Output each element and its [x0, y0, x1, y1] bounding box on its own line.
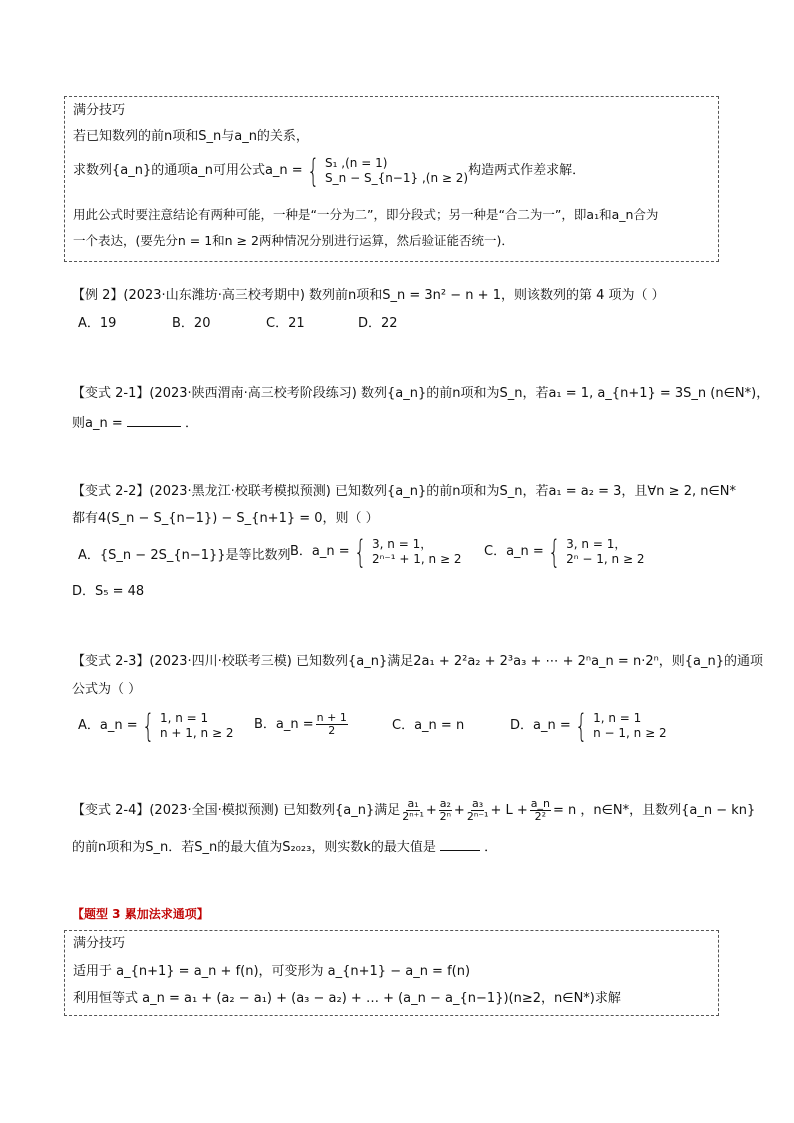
variant-2-2-stem: 【变式 2-2】(2023·黑龙江·校联考模拟预测) 已知数列{a_n}的前n项和为S_n，若a₁ = a₂ = 3，且∀n ≥ 2, n∈N* [72, 484, 737, 499]
fraction-denominator: 2 [328, 724, 336, 737]
tip-box-1-line3: 用此公式时要注意结论有两种可能，一种是“一分为二”，即分段式；另一种是“合二为一”，即a₁和a_n合为 [73, 207, 659, 222]
fraction-1 [402, 798, 424, 823]
variant-2-4-line2 [72, 838, 497, 856]
tip-box-1-line2 [73, 152, 586, 190]
formula-cases [325, 156, 468, 186]
plus-sign: + [425, 802, 437, 818]
variant-2-4-prefix: 【变式 2-4】(2023·全国·模拟预测) 已知数列{a_n}满足 [72, 802, 401, 818]
variant-2-3-line2: 公式为（ ） [72, 682, 142, 697]
example-2-option-a: A．19 [78, 316, 117, 331]
fraction-3-num: a₃ [472, 797, 484, 810]
variant-2-1-line2-text: 则a_n = [72, 416, 123, 431]
tip-box-2-title: 满分技巧 [73, 936, 126, 951]
left-brace: { [141, 707, 154, 745]
answer-blank[interactable] [127, 414, 181, 427]
variant-2-4-suffix: = n ，n∈N*，且数列{a_n − kn} [552, 802, 756, 818]
option-d-case-1: 1, n = 1 [593, 711, 642, 725]
left-brace: { [306, 152, 319, 190]
variant-2-2-option-b [290, 533, 462, 571]
option-a-cases [138, 707, 234, 745]
option-b-case-1: 3, n = 1， [372, 537, 433, 551]
tip-box-2 [64, 930, 719, 1016]
left-brace: { [353, 533, 366, 571]
option-c-case-2: 2ⁿ − 1, n ≥ 2 [566, 552, 645, 566]
tip-box-1-line2-suffix: 构造两式作差求解． [468, 163, 586, 178]
variant-2-2-option-d: D．S₅ = 48 [72, 584, 145, 599]
tip-box-1 [64, 96, 719, 262]
variant-2-4-line2-text: 的前n项和为S_n．若S_n的最大值为S₂₀₂₃，则实数k的最大值是 [72, 840, 436, 855]
type-3-title: 【题型 3 累加法求通项】 [72, 907, 209, 921]
tip-box-1-title: 满分技巧 [73, 103, 126, 118]
option-a-case-2: n + 1, n ≥ 2 [159, 726, 234, 740]
variant-2-3-option-a [78, 707, 234, 745]
example-2-option-c: C．21 [266, 316, 305, 331]
fraction-3-den: 2ⁿ⁻¹ [466, 810, 489, 823]
formula-case-2: S_n − S_{n−1} ,(n ≥ 2) [325, 171, 469, 185]
plus-sign: + [453, 802, 465, 818]
option-b-cases [350, 533, 462, 571]
variant-2-1-end: ． [185, 416, 199, 431]
variant-2-4-end: ． [484, 840, 498, 855]
tip-box-1-line2-prefix: 求数列{a_n}的通项a_n可用公式a_n = [73, 163, 303, 178]
option-b-case-2: 2ⁿ⁻¹ + 1, n ≥ 2 [372, 552, 462, 566]
tip-box-1-line1: 若已知数列的前n项和S_n与a_n的关系， [73, 129, 309, 144]
left-brace: { [547, 533, 561, 571]
option-c-prefix: C．a_n = [484, 544, 544, 559]
option-b-prefix: B．a_n = [254, 716, 314, 732]
variant-2-4-mid: + L + [490, 802, 528, 818]
option-a-prefix: A．a_n = [78, 718, 138, 733]
variant-2-3-option-d [510, 707, 667, 745]
variant-2-2-line2: 都有4(S_n − S_{n−1}) − S_{n+1} = 0，则（ ） [72, 511, 379, 526]
option-b-prefix: B．a_n = [290, 544, 350, 559]
fraction-2-num: a₂ [439, 797, 451, 810]
fraction-4-num: a_n [530, 797, 550, 810]
example-2-option-b: B．20 [172, 316, 211, 331]
variant-2-2-option-a: A．{S_n − 2S_{n−1}}是等比数列 [78, 548, 291, 563]
fraction-1-den: 2ⁿ⁺¹ [402, 810, 424, 823]
variant-2-1-stem: 【变式 2-1】(2023·陕西渭南·高三校考阶段练习) 数列{a_n}的前n项和为S_n，若a₁ = 1, a_{n+1} = 3S_n (n∈N*)， [72, 386, 770, 401]
fraction-1-num: a₁ [407, 797, 419, 810]
example-2-option-d: D．22 [358, 316, 398, 331]
tip-box-2-line1: 适用于 a_{n+1} = a_n + f(n)，可变形为 a_{n+1} − a_n = f(n) [73, 964, 471, 979]
option-b-fraction [316, 712, 348, 737]
variant-2-2-option-c [484, 533, 645, 571]
variant-2-3-option-b [254, 712, 350, 737]
left-brace: { [574, 707, 588, 745]
variant-2-3-stem: 【变式 2-3】(2023·四川·校联考三模) 已知数列{a_n}满足2a₁ + 2²a₂ + 2³a₃ + ⋯ + 2ⁿa_n = n·2ⁿ，则{a_n}的通项 [72, 654, 764, 669]
tip-box-2-line2: 利用恒等式 a_n = a₁ + (a₂ − a₁) + (a₃ − a₂) + … + (a_n − a_{n−1})(n≥2，n∈N*)求解 [73, 991, 621, 1006]
formula-case-1: S₁ ,(n = 1) [325, 156, 388, 170]
answer-blank[interactable] [440, 838, 480, 851]
option-d-case-2: n − 1, n ≥ 2 [593, 726, 667, 740]
option-d-cases [571, 707, 667, 745]
piecewise-formula [303, 152, 469, 190]
fraction-4-den: 2² [534, 810, 547, 823]
tip-box-1-line4: 一个表达，(要先分n = 1和n ≥ 2两种情况分别进行运算，然后验证能否统一)． [73, 233, 514, 248]
fraction-4 [530, 798, 551, 823]
example-2-stem: 【例 2】(2023·山东潍坊·高三校考期中) 数列前n项和S_n = 3n² − n + 1，则该数列的第 4 项为（ ） [72, 288, 665, 303]
fraction-2-den: 2ⁿ [439, 810, 452, 823]
option-d-prefix: D．a_n = [510, 718, 571, 733]
variant-2-3-option-c: C．a_n = n [392, 718, 465, 733]
option-c-cases [544, 533, 645, 571]
fraction-numerator: n + 1 [316, 711, 347, 724]
fraction-2 [439, 798, 452, 823]
option-c-case-1: 3, n = 1， [566, 537, 627, 551]
variant-2-1-line2 [72, 414, 198, 432]
fraction-3 [467, 798, 489, 823]
option-a-case-1: 1, n = 1 [159, 711, 209, 725]
variant-2-4-stem [72, 798, 755, 823]
